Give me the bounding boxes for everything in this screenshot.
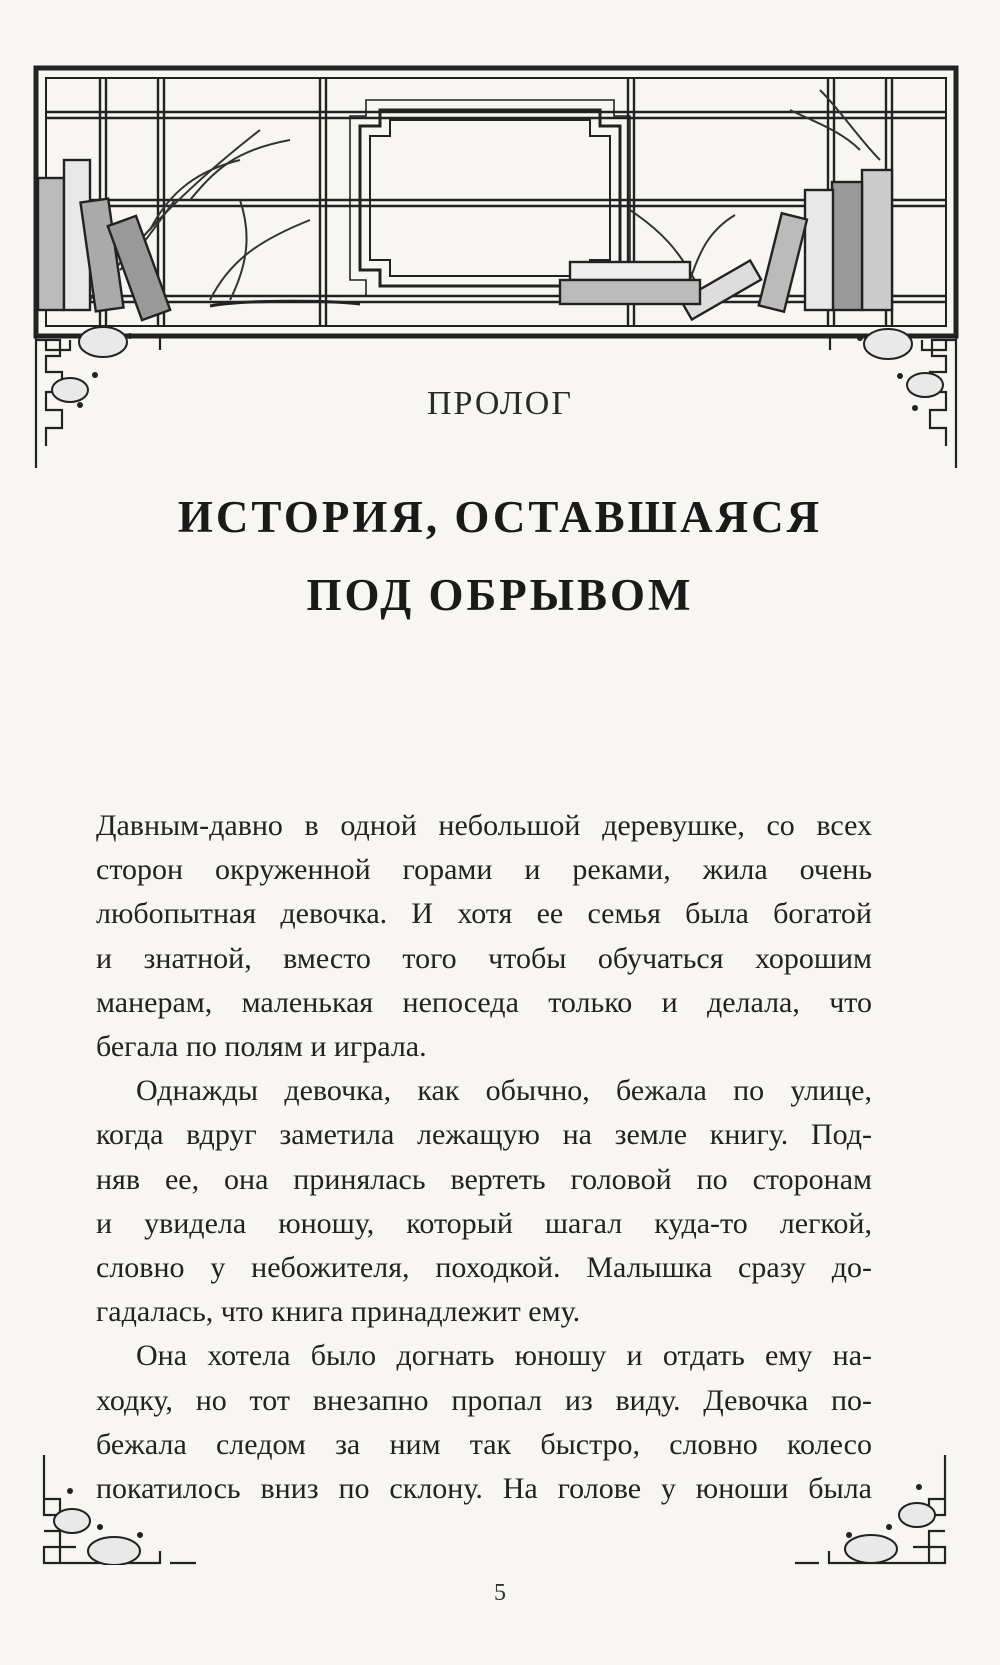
text-line: няв ее, она принялась вертеть головой по сторонам xyxy=(96,1162,872,1196)
text-line: бегала по полям и играла. xyxy=(96,1030,427,1064)
paragraph-3 xyxy=(96,1334,872,1511)
paragraph-1 xyxy=(96,804,872,1069)
chapter-title-line-2: ПОД ОБРЫВОМ xyxy=(306,570,694,620)
body-text xyxy=(96,804,872,1511)
text-line: и увидела юношу, который шагал куда-то легкой, xyxy=(96,1206,872,1240)
text-line: бежала следом за ним так быстро, словно колесо xyxy=(96,1427,872,1461)
chapter-label: ПРОЛОГ xyxy=(426,385,573,422)
text-line: сторон окруженной горами и реками, жила очень xyxy=(96,853,872,887)
text-line: когда вдруг заметила лежащую на земле книгу. Под- xyxy=(96,1118,872,1152)
text-line: ходку, но тот внезапно пропал из виду. Девочка по- xyxy=(96,1383,872,1417)
text-line: и знатной, вместо того чтобы обучаться хорошим xyxy=(96,941,872,975)
corner-ornament-bottom-right xyxy=(795,1455,955,1565)
text-line: словно у небожителя, походкой. Малышка сразу до- xyxy=(96,1251,872,1285)
paragraph-2 xyxy=(96,1069,872,1334)
corner-ornament-bottom-left xyxy=(40,1455,200,1565)
text-line: Однажды девочка, как обычно, бежала по улице, xyxy=(136,1074,872,1108)
text-line: гадалась, что книга принадлежит ему. xyxy=(96,1295,581,1329)
text-line: Давным-давно в одной небольшой деревушке, со всех xyxy=(96,809,872,842)
text-line: покатилось вниз по склону. На голове у юноши была xyxy=(96,1472,872,1506)
text-line: любопытная девочка. И хотя ее семья была богатой xyxy=(96,897,872,931)
text-line: Она хотела было догнать юношу и отдать ему на- xyxy=(136,1339,872,1373)
chapter-title-line-1: ИСТОРИЯ, ОСТАВШАЯСЯ xyxy=(177,492,823,542)
chapter-title xyxy=(0,478,1000,634)
text-line: манерам, маленькая непоседа только и делала, что xyxy=(96,985,872,1019)
page-number: 5 xyxy=(494,1580,506,1606)
